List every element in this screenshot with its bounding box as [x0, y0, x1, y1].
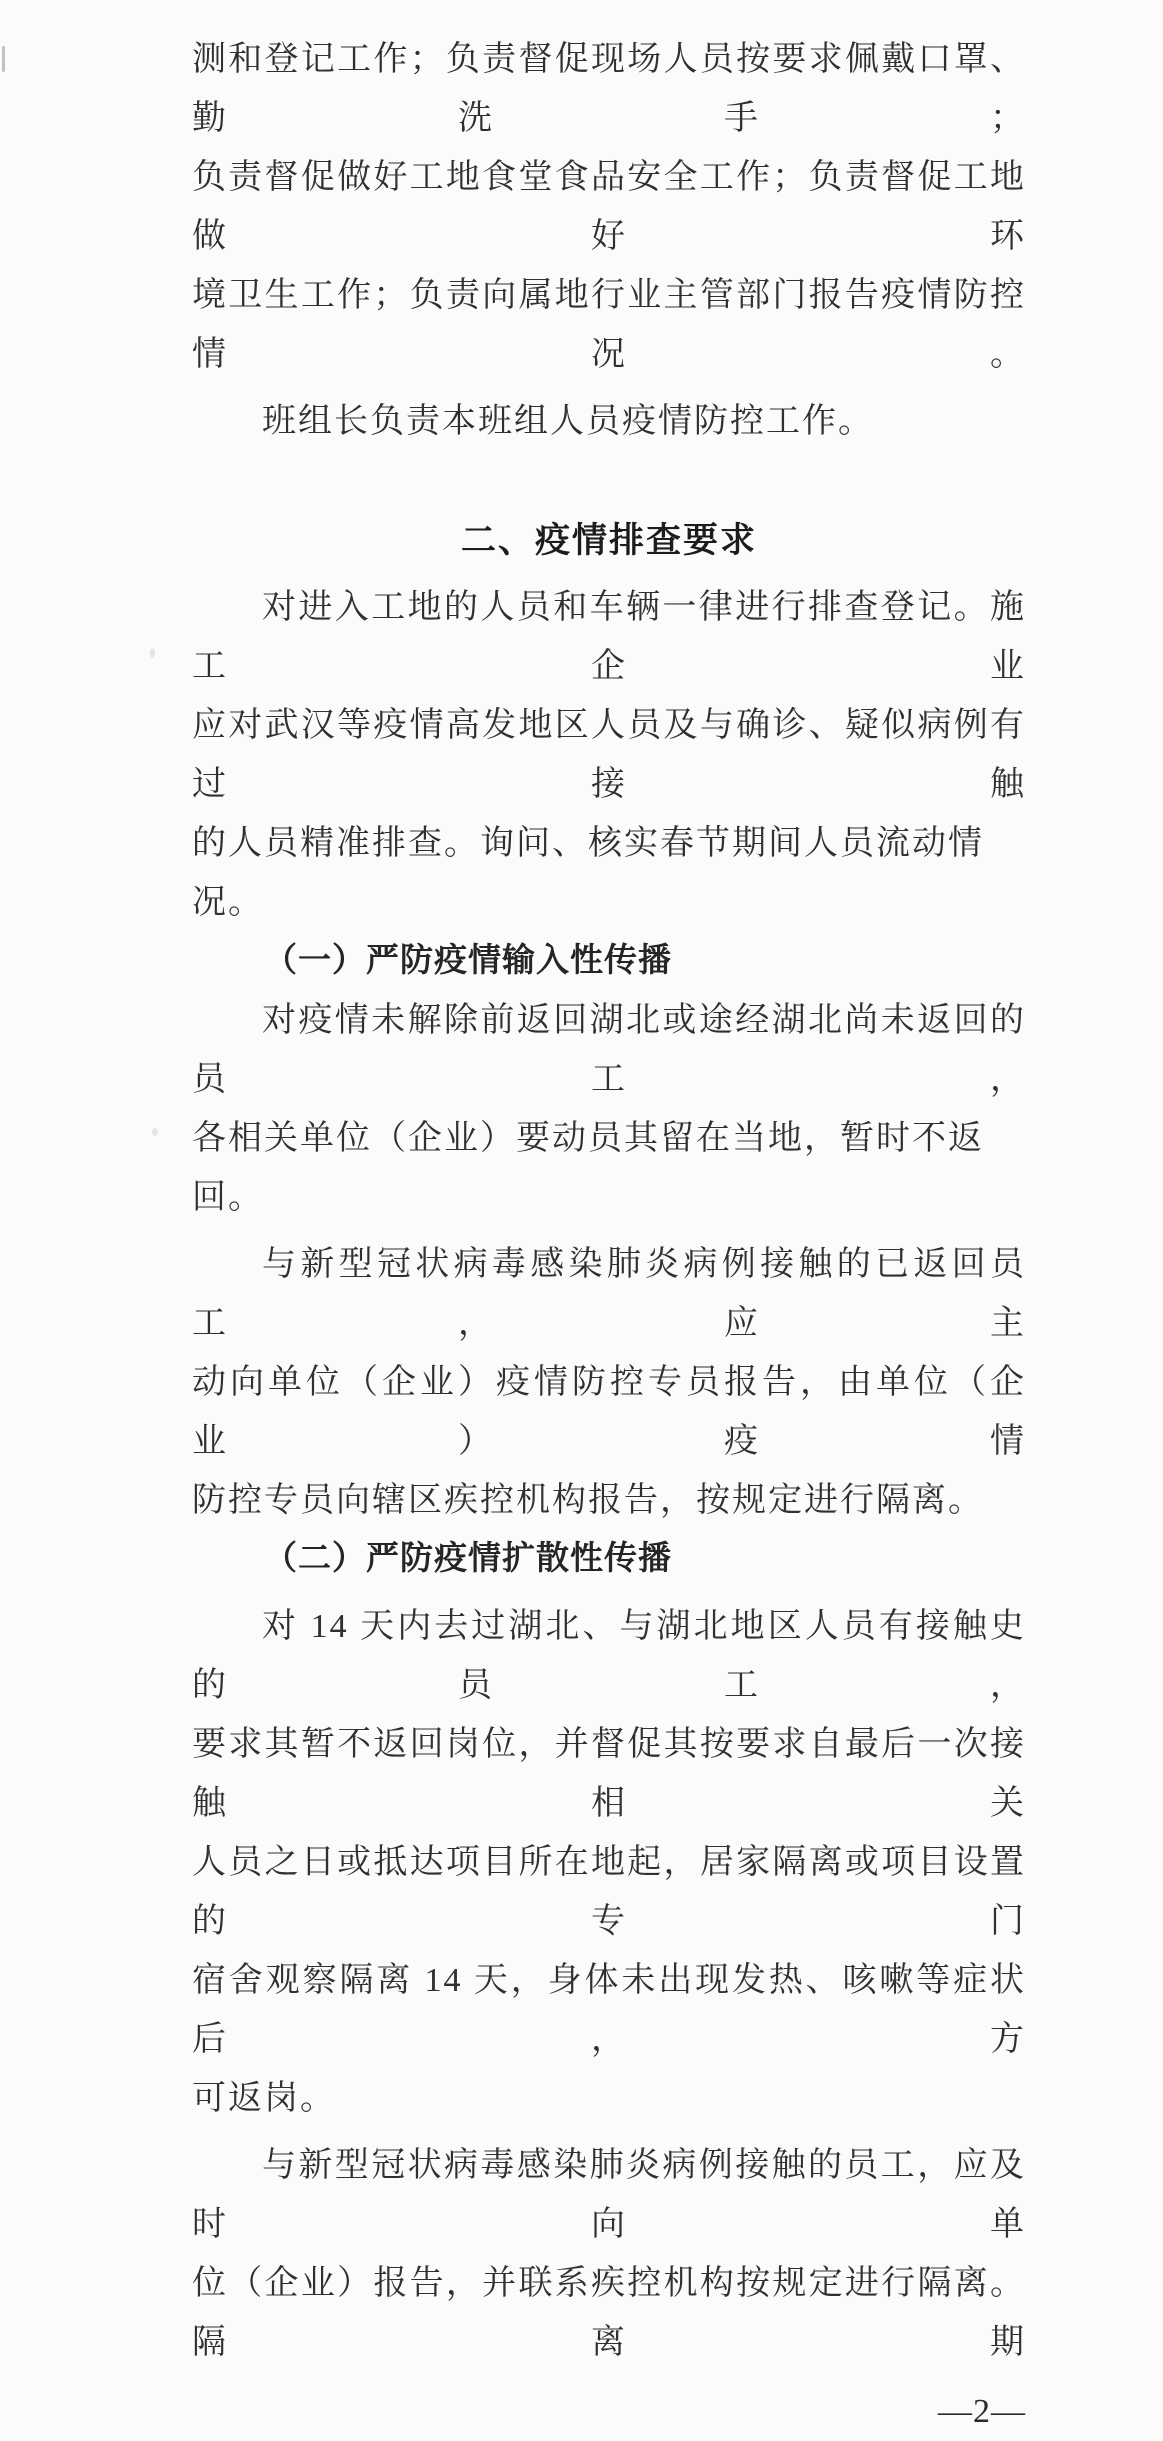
body-line: 防控专员向辖区疾控机构报告，按规定进行隔离。	[192, 1482, 984, 1519]
team-leader-paragraph: 班组长负责本班组人员疫情防控工作。	[262, 403, 874, 440]
body-line: 人员之日或抵达项目所在地起，居家隔离或项目设置的专门	[192, 1844, 1026, 1940]
scan-speck	[152, 1128, 158, 1136]
scan-speck	[2, 46, 5, 72]
body-line: 与新型冠状病毒感染肺炎病例接触的员工，应及时向单	[192, 2147, 1026, 2243]
body-line: 宿舍观察隔离 14 天，身体未出现发热、咳嗽等症状后，方	[192, 1962, 1026, 2058]
body-line: 负责督促做好工地食堂食品安全工作；负责督促工地做好环	[192, 159, 1026, 255]
body-line: 对 14 天内去过湖北、与湖北地区人员有接触史的员工，	[192, 1608, 1026, 1704]
page-number: —2—	[938, 2393, 1026, 2430]
body-line: 可返岗。	[192, 2080, 336, 2117]
subsection-title-2: （二）严防疫情扩散性传播	[264, 1541, 672, 1577]
subsection-title-1: （一）严防疫情输入性传播	[264, 943, 672, 979]
body-line: 位（企业）报告，并联系疾控机构按规定进行隔离。隔离期	[192, 2265, 1026, 2361]
scan-speck	[150, 648, 155, 658]
body-line: 与新型冠状病毒感染肺炎病例接触的已返回员工，应主	[192, 1246, 1026, 1342]
body-line: 对疫情未解除前返回湖北或途经湖北尚未返回的员工，	[192, 1002, 1026, 1098]
body-line: 应对武汉等疫情高发地区人员及与确诊、疑似病例有过接触	[192, 707, 1026, 803]
body-line: 测和登记工作；负责督促现场人员按要求佩戴口罩、勤洗手；	[192, 41, 1026, 137]
body-line: 的人员精准排查。询问、核实春节期间人员流动情况。	[192, 825, 984, 921]
section-title: 二、疫情排查要求	[460, 521, 757, 560]
document-body	[192, 30, 1026, 2441]
body-line: 境卫生工作；负责向属地行业主管部门报告疫情防控情况。	[192, 277, 1026, 373]
body-line: 对进入工地的人员和车辆一律进行排查登记。施工企业	[192, 589, 1026, 685]
body-line: 要求其暂不返回岗位，并督促其按要求自最后一次接触相关	[192, 1726, 1026, 1822]
body-line: 动向单位（企业）疫情防控专员报告，由单位（企业）疫情	[192, 1364, 1026, 1460]
body-line: 各相关单位（企业）要动员其留在当地，暂时不返回。	[192, 1120, 984, 1216]
